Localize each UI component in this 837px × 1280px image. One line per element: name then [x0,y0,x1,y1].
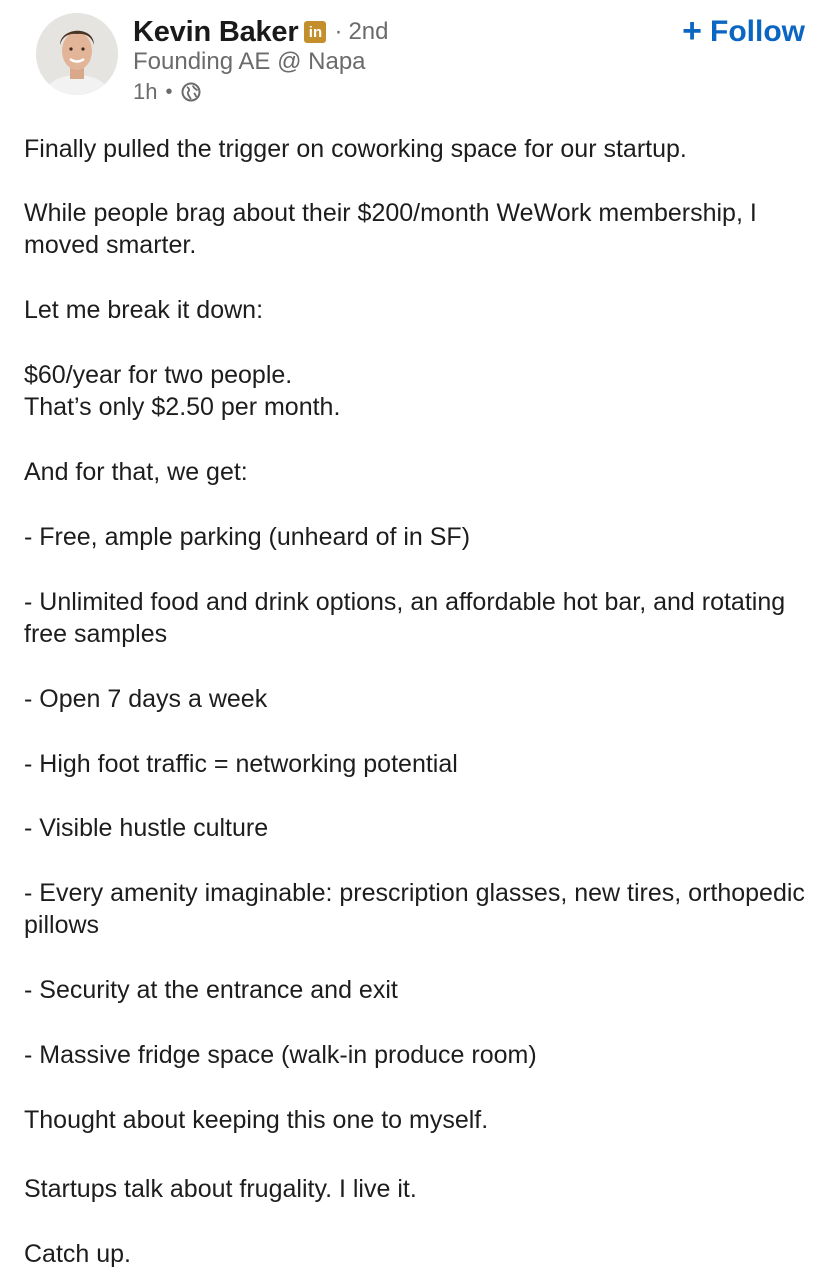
list-item: - Every amenity imaginable: prescription glasses, new tires, orthopedic pillows [24,879,805,939]
post-paragraph: Finally pulled the trigger on coworking space for our startup. [24,135,687,163]
list-item: - Unlimited food and drink options, an affordable hot bar, and rotating free samples [24,588,786,648]
separator-dot: • [165,80,173,103]
list-item: - Open 7 days a week [24,685,268,713]
separator-dot: · [334,18,343,45]
list-item: - Security at the entrance and exit [24,976,398,1004]
avatar-image [36,13,118,95]
linkedin-premium-icon: in [304,21,326,43]
plus-icon: + [682,12,703,50]
post-paragraph: Thought about keeping this one to myself. [24,1106,489,1134]
post-paragraph: Startups talk about frugality. I live it. [24,1175,417,1203]
list-item: - Free, ample parking (unheard of in SF) [24,523,471,551]
post-paragraph: $60/year for two people. That’s only $2.50 per month. [24,361,341,421]
list-item: - Massive fridge space (walk-in produce room) [24,1041,537,1069]
post-time: 1h [133,79,158,104]
post-paragraph: Catch up. [24,1240,132,1268]
avatar[interactable] [36,13,118,95]
author-line [133,12,389,52]
connection-degree: 2nd [348,18,389,45]
author-name[interactable]: Kevin Baker [133,15,299,48]
post-paragraph: Let me break it down: [24,296,264,324]
follow-label: Follow [710,15,805,48]
list-item: - High foot traffic = networking potential [24,750,458,778]
author-headline: Founding AE @ Napa [133,48,366,75]
post-body [24,133,814,1270]
post-paragraph: While people brag about their $200/month WeWork membership, I moved smarter. [24,199,757,259]
list-item: - Visible hustle culture [24,814,269,842]
post-paragraph: And for that, we get: [24,458,248,486]
globe-icon [181,82,201,102]
follow-button[interactable] [682,13,805,51]
post-header [0,0,837,120]
post-meta [133,78,201,106]
